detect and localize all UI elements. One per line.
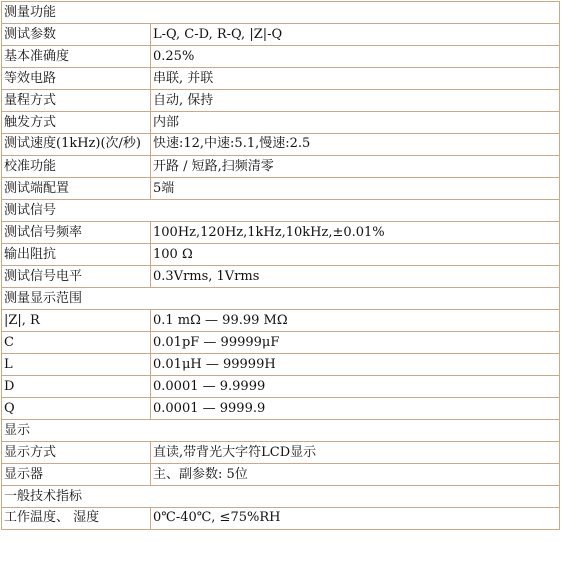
section-row-measure — [2, 2, 560, 24]
table-row — [2, 156, 560, 178]
row-value: 快速:12,中速:5.1,慢速:2.5 — [151, 134, 560, 156]
row-value: 内部 — [151, 112, 560, 134]
section-row-signal — [2, 200, 560, 222]
row-label: 等效电路 — [2, 68, 151, 90]
table-row — [2, 46, 560, 68]
row-value: 0.01μH — 99999H — [151, 354, 560, 376]
table-row — [2, 442, 560, 464]
row-value: 直读,带背光大字符LCD显示 — [151, 442, 560, 464]
row-value: 5端 — [151, 178, 560, 200]
section-row-range — [2, 288, 560, 310]
section-title: 显示 — [2, 420, 560, 442]
table-row — [2, 398, 560, 420]
row-label: 工作温度、 湿度 — [2, 508, 151, 530]
section-title: 测量功能 — [2, 2, 560, 24]
row-label: 测试信号电平 — [2, 266, 151, 288]
row-label: 测试速度(1kHz)(次/秒) — [2, 134, 151, 156]
row-label: |Z|, R — [2, 310, 151, 332]
row-label: L — [2, 354, 151, 376]
section-row-display — [2, 420, 560, 442]
row-value: 0.1 mΩ — 99.99 MΩ — [151, 310, 560, 332]
row-label: 触发方式 — [2, 112, 151, 134]
row-value: 主、副参数: 5位 — [151, 464, 560, 486]
table-row — [2, 134, 560, 156]
row-label: 显示方式 — [2, 442, 151, 464]
row-value: 自动, 保持 — [151, 90, 560, 112]
section-title: 一般技术指标 — [2, 486, 560, 508]
section-title: 测试信号 — [2, 200, 560, 222]
section-row-general — [2, 486, 560, 508]
row-label: 校准功能 — [2, 156, 151, 178]
table-row — [2, 178, 560, 200]
row-value: 0.0001 — 9.9999 — [151, 376, 560, 398]
table-row — [2, 68, 560, 90]
table-row — [2, 266, 560, 288]
table-row — [2, 464, 560, 486]
row-value: L-Q, C-D, R-Q, |Z|-Q — [151, 24, 560, 46]
row-label: C — [2, 332, 151, 354]
row-label: D — [2, 376, 151, 398]
table-row — [2, 222, 560, 244]
row-value: 串联, 并联 — [151, 68, 560, 90]
table-row — [2, 376, 560, 398]
row-value: 0.25% — [151, 46, 560, 68]
table-row — [2, 508, 560, 530]
row-label: 测试参数 — [2, 24, 151, 46]
row-value: 开路 / 短路,扫频清零 — [151, 156, 560, 178]
row-value: 100Hz,120Hz,1kHz,10kHz,±0.01% — [151, 222, 560, 244]
row-value: 0.01pF — 99999μF — [151, 332, 560, 354]
row-label: 测试信号频率 — [2, 222, 151, 244]
table-row — [2, 332, 560, 354]
row-value: 0.3Vrms, 1Vrms — [151, 266, 560, 288]
table-row — [2, 90, 560, 112]
table-row — [2, 24, 560, 46]
row-label: 基本准确度 — [2, 46, 151, 68]
row-value: 0.0001 — 9999.9 — [151, 398, 560, 420]
row-label: Q — [2, 398, 151, 420]
table-row — [2, 112, 560, 134]
row-label: 输出阻抗 — [2, 244, 151, 266]
row-label: 量程方式 — [2, 90, 151, 112]
row-label: 测试端配置 — [2, 178, 151, 200]
section-title: 测量显示范围 — [2, 288, 560, 310]
table-row — [2, 310, 560, 332]
row-label: 显示器 — [2, 464, 151, 486]
spec-table — [1, 1, 560, 530]
row-value: 100 Ω — [151, 244, 560, 266]
row-value: 0℃-40℃, ≤75%RH — [151, 508, 560, 530]
table-row — [2, 354, 560, 376]
table-row — [2, 244, 560, 266]
